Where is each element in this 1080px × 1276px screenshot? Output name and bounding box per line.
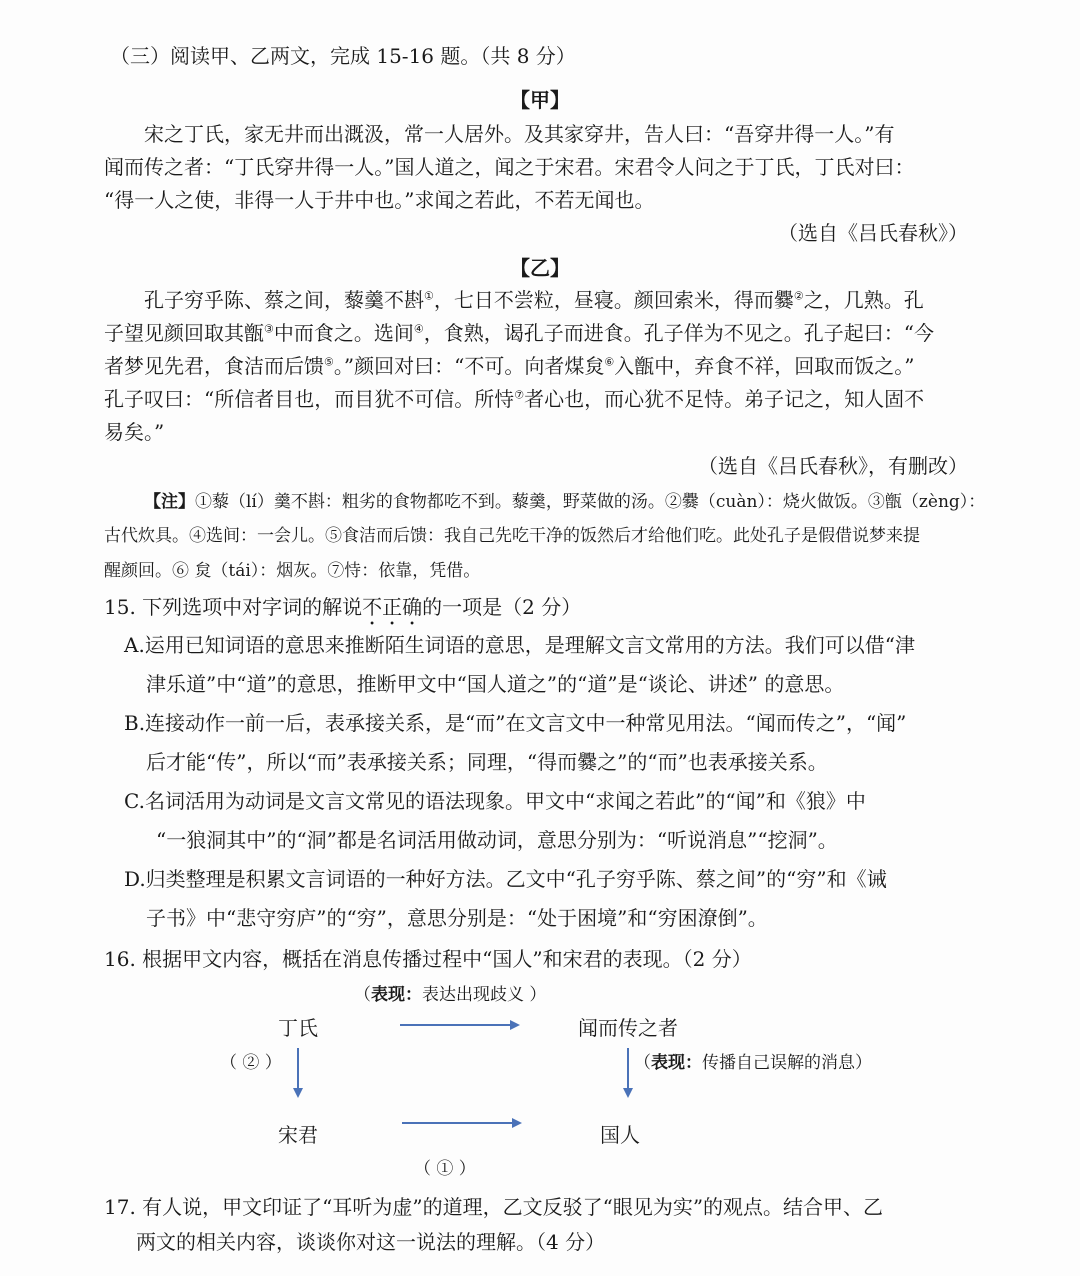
node-dingshi: 丁氏 (278, 1016, 318, 1040)
blank-2: （ ② ） (220, 1053, 282, 1073)
passage-jia-line: 宋之丁氏，家无井而出溉汲，常一人居外。及其家穿井，告人曰：“吾穿井得一人。”有 (144, 122, 895, 146)
q15-option-d-cont: 子书》中“悲守穷庐”的“穷”，意思分别是：“处于困境”和“穷困潦倒”。 (146, 906, 768, 930)
passage-yi-line-2: 子望见颜回取其甑③中而食之。选间④，食熟，谒孔子而进食。孔子佯为不见之。孔子起曰：“今 (104, 321, 934, 345)
q15-option-b: B.连接动作一前一后，表承接关系，是“而”在文言文中一种常见用法。“闻而传之”，“闻” (124, 711, 907, 735)
diagram-right-annotation: （表现：传播自己误解的消息） (634, 1053, 872, 1073)
q17-line-1: 17. 有人说，甲文印证了“耳听为虚”的道理，乙文反驳了“眼见为实”的观点。结合甲、乙 (104, 1195, 884, 1219)
q15-option-c-cont: “一狼洞其中”的“洞”都是名词活用做动词，意思分别为：“听说消息”“挖洞”。 (156, 828, 838, 852)
node-songjun: 宋君 (278, 1123, 318, 1147)
node-guoren: 国人 (600, 1123, 640, 1147)
q15-option-c: C.名词活用为动词是文言文常见的语法现象。甲文中“求闻之若此”的“闻”和《狼》中 (124, 789, 866, 813)
passage-yi-title: 【乙】 (510, 256, 570, 280)
q15-emphasis: 不正确 (362, 595, 423, 619)
notes-line-1: 【注】①藜（lí）羹不斟：粗劣的食物都吃不到。藜羹，野菜做的汤。②爨（cuàn）：烧火做饭。③甑（zèng）： (144, 492, 986, 512)
passage-yi-line-5: 易矣。” (104, 420, 165, 444)
passage-jia-line: “得一人之使，非得一人于井中也。”求闻之若此，不若无闻也。 (104, 188, 655, 212)
passage-jia-line: 闻而传之者：“丁氏穿井得一人。”国人道之，闻之于宋君。宋君令人问之于丁氏，丁氏对曰： (104, 155, 915, 179)
q15-option-a: A.运用已知词语的意思来推断陌生词语的意思，是理解文言文常用的方法。我们可以借“津 (124, 633, 916, 657)
diagram-top-annotation: （表现：表达出现歧义 ） (354, 985, 547, 1005)
q15-stem: 15. 下列选项中对字词的解说不正确的一项是（2 分） (104, 595, 582, 619)
passage-yi-line-4: 孔子叹曰：“所信者目也，而目犹不可信。所恃⑦者心也，而心犹不足恃。弟子记之，知人固不 (104, 387, 925, 411)
passage-yi-line-1: 孔子穷乎陈、蔡之间，藜羹不斟①，七日不尝粒，昼寝。颜回索米，得而爨②之，几熟。孔 (144, 288, 924, 312)
notes-line-3: 醒颜回。⑥ 炱（tái）：烟灰。⑦恃：依靠，凭借。 (104, 561, 481, 581)
q16-stem: 16. 根据甲文内容，概括在消息传播过程中“国人”和宋君的表现。（2 分） (104, 947, 752, 971)
passage-yi-source: （选自《吕氏春秋》，有删改） (698, 454, 968, 478)
q15-option-b-cont: 后才能“传”，所以“而”表承接关系；同理，“得而爨之”的“而”也表承接关系。 (146, 750, 828, 774)
q15-option-d: D.归类整理是积累文言词语的一种好方法。乙文中“孔子穷乎陈、蔡之间”的“穷”和《诫 (124, 867, 887, 891)
q15-option-a-cont: 津乐道”中“道”的意思，推断甲文中“国人道之”的“道”是“谈论、讲述” 的意思。 (146, 672, 845, 696)
passage-jia-title: 【甲】 (510, 88, 570, 112)
passage-jia-source: （选自《吕氏春秋》） (778, 221, 968, 245)
passage-yi-line-3: 者梦见先君，食洁而后馈⑤。”颜回对曰：“不可。向者煤炱⑥入甑中，弃食不祥，回取而饭之。” (104, 354, 915, 378)
notes-label: 【注】 (144, 492, 195, 512)
section-heading: （三）阅读甲、乙两文，完成 15-16 题。（共 8 分） (110, 44, 576, 68)
node-chuanzhe: 闻而传之者 (578, 1016, 678, 1040)
notes-line-2: 古代炊具。④选间：一会儿。⑤食洁而后馈：我自己先吃干净的饭然后才给他们吃。此处孔子是假借说梦来提 (104, 526, 920, 546)
q17-line-2: 两文的相关内容，谈谈你对这一说法的理解。（4 分） (136, 1230, 606, 1254)
blank-1: （ ① ） (414, 1159, 476, 1179)
